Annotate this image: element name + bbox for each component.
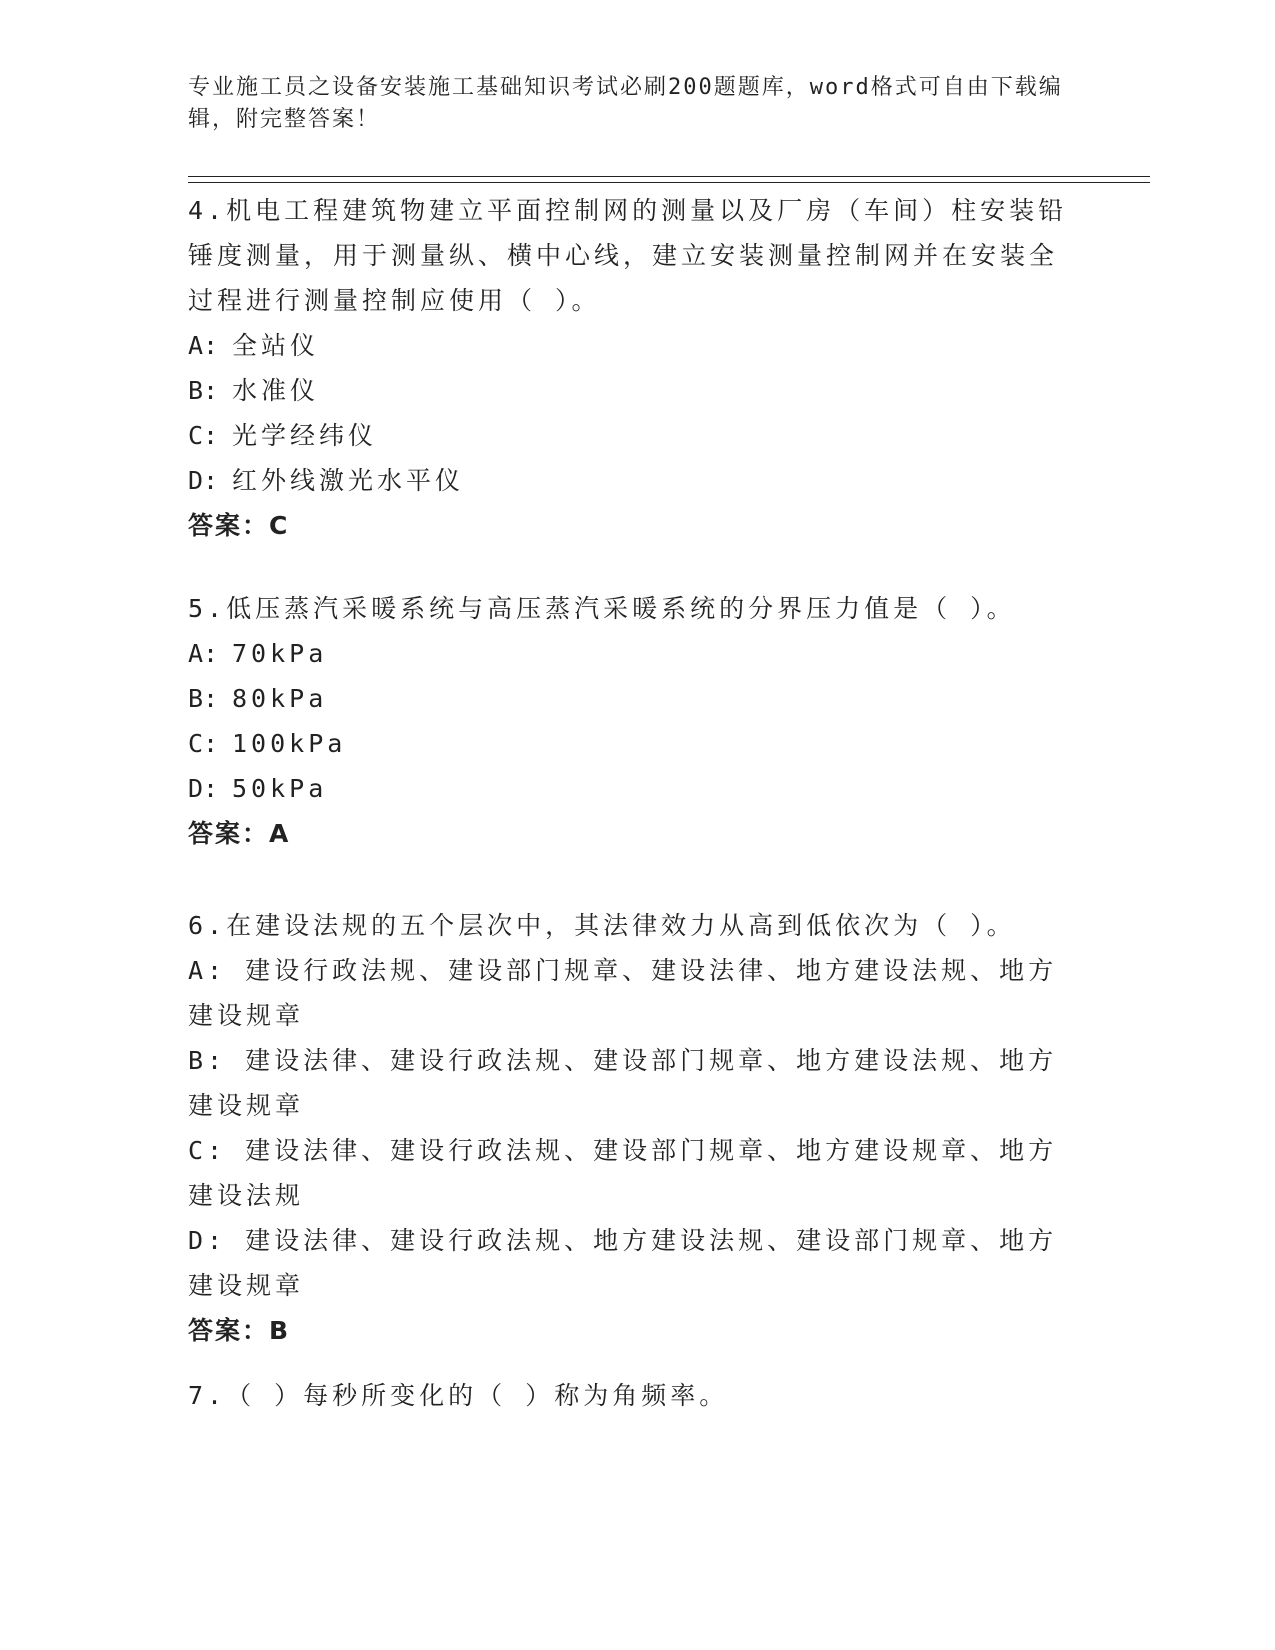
option-letter: A: [188, 331, 219, 360]
question-stem: 6.在建设法规的五个层次中，其法律效力从高到低依次为（ ）。 [188, 911, 1016, 940]
answer-label: 答案：B [188, 1316, 291, 1345]
option-c [188, 1128, 1068, 1218]
header-divider-top [188, 176, 1150, 177]
option-c [188, 721, 1068, 766]
option-d [188, 766, 1068, 811]
option-letter: B: [188, 376, 219, 405]
option-letter: C: [188, 421, 219, 450]
option-c [188, 413, 1068, 458]
option-letter: B: [188, 684, 219, 713]
answer-label: 答案：A [188, 819, 291, 848]
option-d [188, 458, 1068, 503]
option-letter: B: [188, 1046, 227, 1075]
option-b [188, 676, 1068, 721]
option-a [188, 323, 1068, 368]
question-7 [188, 1373, 1068, 1418]
option-text: 建设法律、建设行政法规、地方建设法规、建设部门规章、地方建设规章 [188, 1226, 1058, 1300]
option-text: 水准仪 [232, 376, 320, 405]
option-text: 70kPa [232, 639, 328, 668]
option-letter: A: [188, 956, 227, 985]
option-letter: D: [188, 774, 219, 803]
option-a [188, 948, 1068, 1038]
question-stem: 5.低压蒸汽采暖系统与高压蒸汽采暖系统的分界压力值是（ ）。 [188, 594, 1016, 623]
option-d [188, 1218, 1068, 1308]
option-letter: A: [188, 639, 219, 668]
answer-label: 答案：C [188, 511, 290, 540]
question-stem: 7.（ ）每秒所变化的（ ）称为角频率。 [188, 1381, 729, 1410]
header-divider-bottom [188, 182, 1150, 183]
option-text: 建设法律、建设行政法规、建设部门规章、地方建设规章、地方建设法规 [188, 1136, 1058, 1210]
question-4 [188, 188, 1068, 548]
option-text: 全站仪 [232, 331, 320, 360]
option-text: 建设法律、建设行政法规、建设部门规章、地方建设法规、地方建设规章 [188, 1046, 1058, 1120]
option-text: 光学经纬仪 [232, 421, 378, 450]
option-text: 80kPa [232, 684, 328, 713]
option-letter: C: [188, 1136, 227, 1165]
option-a [188, 631, 1068, 676]
option-letter: D: [188, 1226, 227, 1255]
option-b [188, 368, 1068, 413]
option-text: 建设行政法规、建设部门规章、建设法律、地方建设法规、地方建设规章 [188, 956, 1058, 1030]
option-b [188, 1038, 1068, 1128]
option-letter: C: [188, 729, 219, 758]
question-6 [188, 903, 1068, 1353]
option-text: 100kPa [232, 729, 347, 758]
question-stem: 4.机电工程建筑物建立平面控制网的测量以及厂房（车间）柱安装铅锤度测量，用于测量纵、横中心线，建立安装测量控制网并在安装全过程进行测量控制应使用（ ）。 [188, 196, 1068, 315]
option-letter: D: [188, 466, 219, 495]
question-5 [188, 586, 1068, 856]
option-text: 50kPa [232, 774, 328, 803]
document-header-title: 专业施工员之设备安装施工基础知识考试必刷200题题库，word格式可自由下载编辑，附完整答案！ [188, 75, 1063, 132]
option-text: 红外线激光水平仪 [232, 466, 465, 495]
